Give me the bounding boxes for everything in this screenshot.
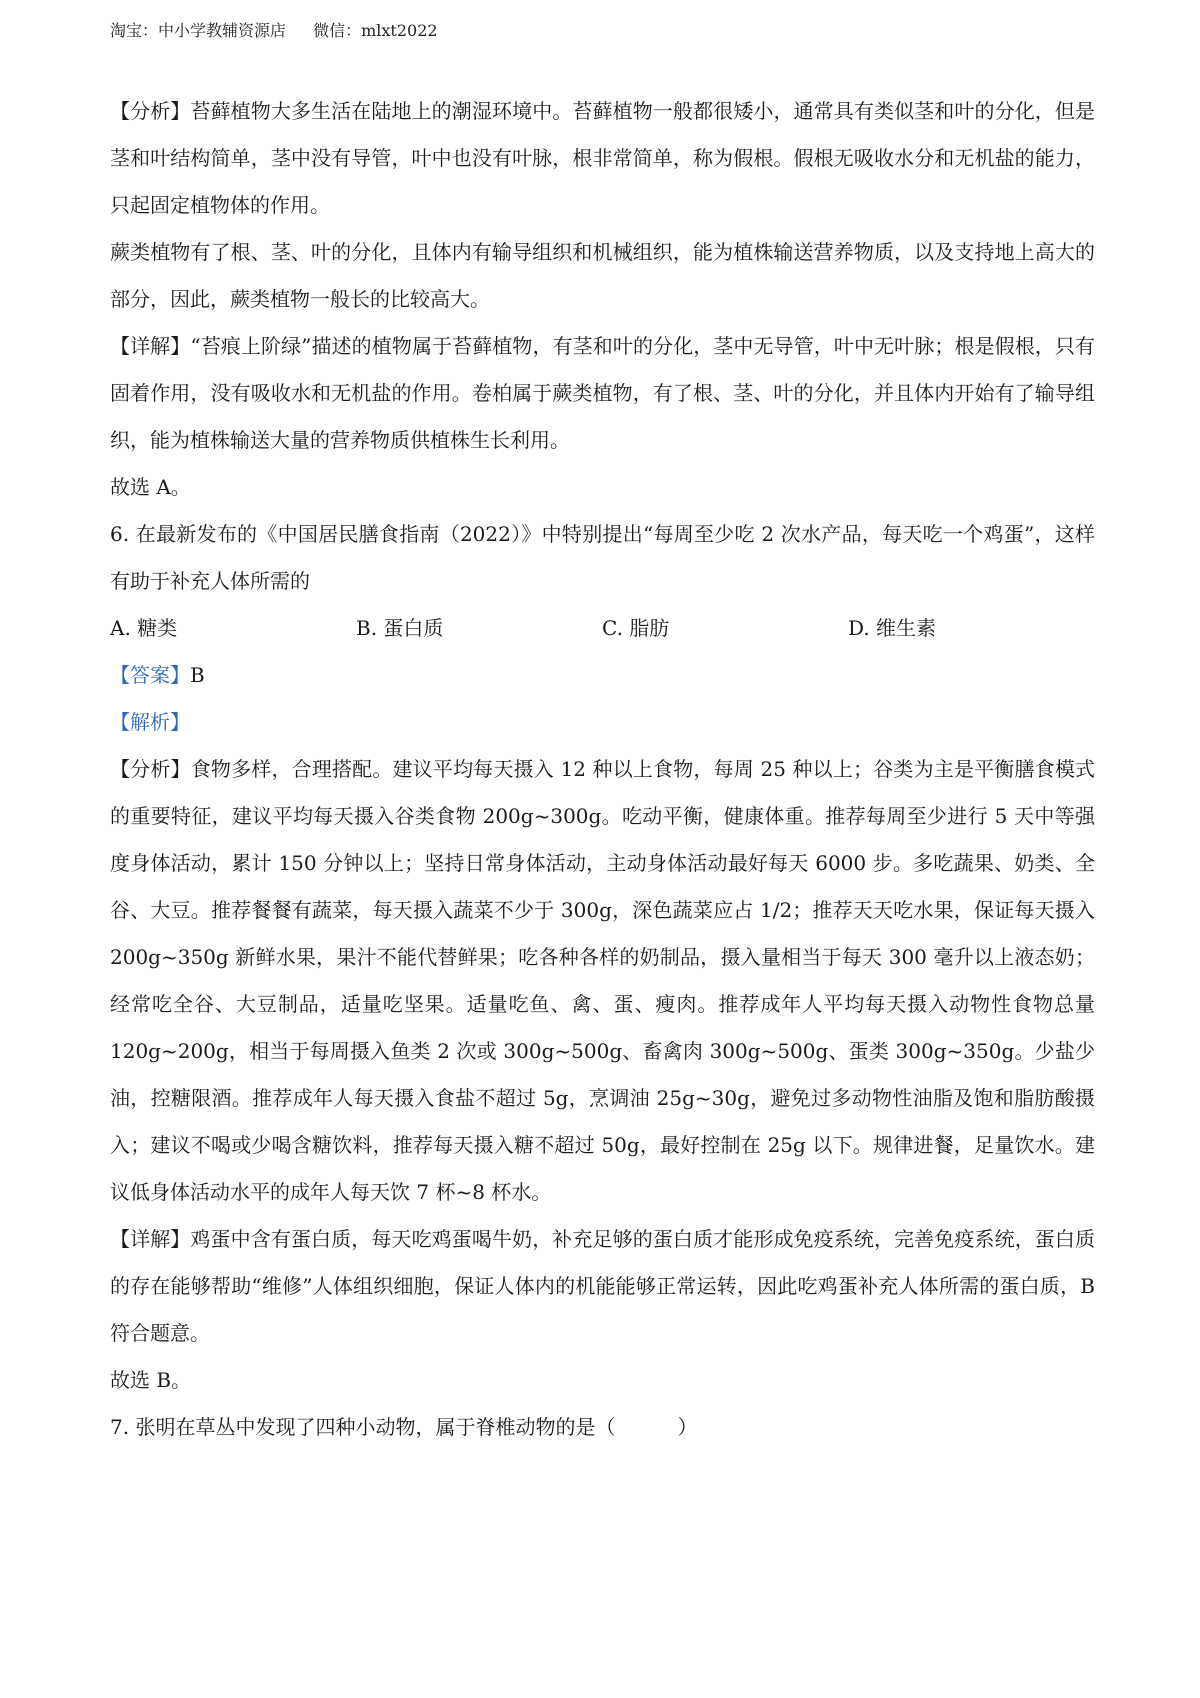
q6-detail-paragraph [110,1216,1095,1357]
q7-close-paren: ） [677,1415,698,1439]
q5-analysis-text-1: 苔藓植物大多生活在陆地上的潮湿环境中。苔藓植物一般都很矮小，通常具有类似茎和叶的分化，但是茎和叶结构简单，茎中没有导管，叶中也没有叶脉，根非常简单，称为假根。假根无吸收水分和无机盐的能力，只起固定植物体的作用。 [110,99,1096,217]
q5-analysis-paragraph-2: 蕨类植物有了根、茎、叶的分化，且体内有输导组织和机械组织，能为植株输送营养物质，以及支持地上高大的部分，因此，蕨类植物一般长的比较高大。 [110,240,1095,311]
q6-option-b: B. 蛋白质 [356,616,444,640]
page-header [110,18,438,41]
q6-option-d: D. 维生素 [848,616,937,640]
header-shop: 淘宝：中小学教辅资源店 [110,21,287,40]
document-body [110,88,1095,1451]
q6-analysis-text: 食物多样，合理搭配。建议平均每天摄入 12 种以上食物，每周 25 种以上；谷类为主是平衡膳食模式的重要特征，建议平均每天摄入谷类食物 200g~300g。吃动平衡，健康体重。推荐每周至少进行 5 天中等强度身体活动，累计 150 分钟以上；坚持日常身体活动，主动身体活动最好每天 6000 步。多吃蔬果、奶类、全谷、大豆。推荐餐餐有蔬菜，每天摄入蔬菜不少于 300g，深色蔬菜应占 1/2；推荐天天吃水果，保证每天摄入 200g~350g 新鲜水果，果汁不能代替鲜果；吃各种各样的奶制品，摄入量相当于每天 300 毫升以上液态奶；经常吃全谷、大豆制品，适量吃坚果。适量吃鱼、禽、蛋、瘦肉。推荐成年人平均每天摄入动物性食物总量 120g~200g，相当于每周摄入鱼类 2 次或 300g~500g、畜禽肉 300g~500g、蛋类 300g~350g。少盐少油，控糖限酒。推荐成年人每天摄入食盐不超过 5g，烹调油 25g~30g，避免过多动物性油脂及饱和脂肪酸摄入；建议不喝或少喝含糖饮料，推荐每天摄入糖不超过 50g，最好控制在 25g 以下。规律进餐，足量饮水。建议低身体活动水平的成年人每天饮 7 杯~8 杯水。 [110,757,1096,1204]
q6-detail-text: 鸡蛋中含有蛋白质，每天吃鸡蛋喝牛奶，补充足够的蛋白质才能形成免疫系统，完善免疫系统，蛋白质的存在能够帮助“维修”人体组织细胞，保证人体内的机能能够正常运转，因此吃鸡蛋补充人体所需的蛋白质，B 符合题意。 [110,1227,1096,1345]
q6-answer-value: B [190,663,205,687]
q5-choose: 故选 A。 [110,475,191,499]
q6-answer-tag: 【答案】 [110,663,190,687]
q6-explain-tag: 【解析】 [110,710,190,734]
q6-analysis-paragraph [110,746,1095,1216]
q7-stem: 7. 张明在草丛中发现了四种小动物，属于脊椎动物的是（ [110,1415,616,1439]
q6-answer-line [110,652,1095,699]
q6-options [110,605,1095,652]
q6-option-a: A. 糖类 [110,616,178,640]
header-wechat: 微信：mlxt2022 [313,21,438,40]
q6-stem: 6. 在最新发布的《中国居民膳食指南（2022）》中特别提出“每周至少吃 2 次水产品，每天吃一个鸡蛋”，这样有助于补充人体所需的 [110,522,1095,593]
q6-detail-tag: 【详解】 [110,1227,191,1251]
q6-choose: 故选 B。 [110,1368,192,1392]
q5-analysis-tag: 【分析】 [110,99,191,123]
q7-stem-line [110,1404,1095,1451]
q5-detail-tag: 【详解】 [110,334,191,358]
q5-detail-paragraph [110,323,1095,464]
q6-analysis-tag: 【分析】 [110,757,191,781]
q6-option-c: C. 脂肪 [602,616,670,640]
q5-detail-text: “苔痕上阶绿”描述的植物属于苔藓植物，有茎和叶的分化，茎中无导管，叶中无叶脉；根是假根，只有固着作用，没有吸收水和无机盐的作用。卷柏属于蕨类植物，有了根、茎、叶的分化，并且体内开始有了输导组织，能为植株输送大量的营养物质供植株生长利用。 [110,334,1095,452]
q5-analysis-paragraph-1 [110,88,1095,229]
